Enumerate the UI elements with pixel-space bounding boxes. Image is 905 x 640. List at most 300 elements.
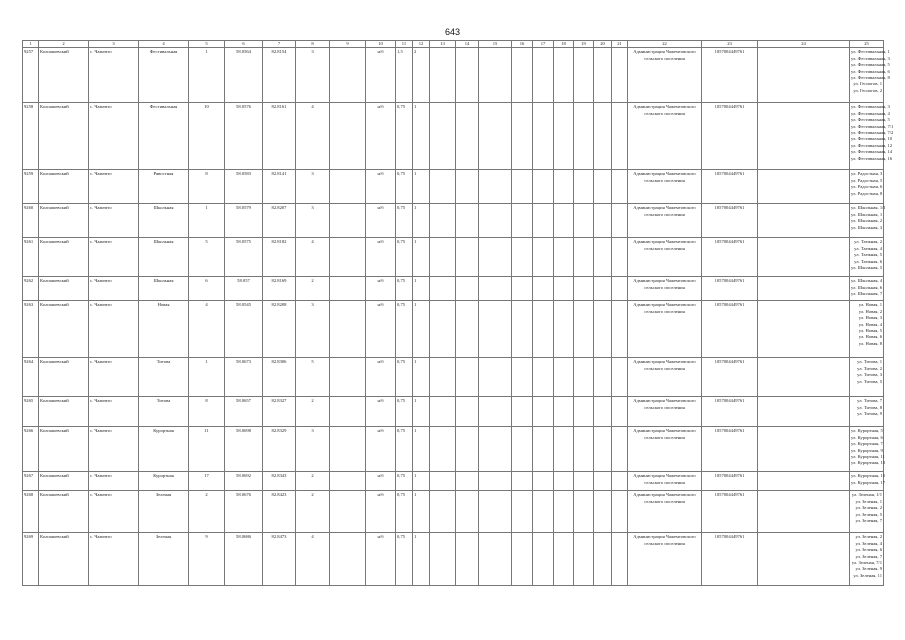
table-row	[23, 358, 884, 397]
empty-cell	[330, 204, 366, 238]
empty-cell	[554, 358, 574, 397]
house-cell: 1	[189, 204, 225, 238]
empty-cell	[479, 301, 512, 358]
address-line: ул. Таежная, 5	[854, 252, 882, 258]
register-body	[23, 48, 894, 586]
address-line: ул. Титова, 8	[857, 404, 882, 410]
empty-cell	[456, 238, 479, 277]
settlement-cell: с. Чажемто	[89, 204, 139, 238]
volume-cell: 0,75	[396, 472, 413, 491]
owner-cell: Администрация Чажемтовского сельского поселения	[628, 277, 702, 301]
address-line: ул. Титова, 3	[857, 372, 882, 378]
addresses-cell	[850, 103, 894, 170]
column-number: 7	[263, 41, 296, 48]
address-line: ул. Зеленая, 1/1	[851, 492, 882, 498]
column-number: 14	[456, 41, 479, 48]
empty-cell	[574, 533, 594, 586]
empty-cell	[330, 427, 366, 472]
empty-cell	[479, 170, 512, 204]
address-line: ул. Курортная, 13	[851, 460, 886, 466]
district-cell: Колпашевский	[39, 533, 89, 586]
empty-cell	[330, 472, 366, 491]
ogrn-cell: 1057004449761	[702, 358, 758, 397]
longitude-cell: 82.8154	[263, 48, 296, 103]
empty-cell	[330, 358, 366, 397]
empty-cell	[330, 397, 366, 427]
column-number: 24	[758, 41, 850, 48]
empty-cell	[430, 48, 456, 103]
latitude-cell: 58.0579	[225, 204, 263, 238]
owner-cell: Администрация Чажемтовского сельского поселения	[628, 48, 702, 103]
object-id: 9261	[23, 238, 39, 277]
type-cell: н/б	[366, 397, 396, 427]
owner-cell: Администрация Чажемтовского сельского поселения	[628, 491, 702, 533]
empty-cell	[456, 48, 479, 103]
empty-cell	[533, 238, 554, 277]
owner-cell: Администрация Чажемтовского сельского поселения	[628, 170, 702, 204]
empty-cell	[456, 204, 479, 238]
empty-cell	[594, 301, 612, 358]
empty-cell	[430, 204, 456, 238]
empty-cell	[594, 204, 612, 238]
type-cell: н/б	[366, 491, 396, 533]
street-cell: Фестивальная	[139, 48, 189, 103]
address-line: ул. Фестивальная, 6	[851, 68, 890, 74]
count-cell: 2	[296, 397, 330, 427]
house-cell: 4	[189, 301, 225, 358]
empty-cell	[479, 358, 512, 397]
volume-cell: 1,5	[396, 48, 413, 103]
empty-cell	[554, 397, 574, 427]
volume-cell: 0,75	[396, 277, 413, 301]
empty-cell	[456, 472, 479, 491]
empty-cell	[758, 103, 850, 170]
latitude-cell: 58.0545	[225, 301, 263, 358]
settlement-cell: с. Чажемто	[89, 397, 139, 427]
empty-cell	[554, 204, 574, 238]
volume-cell: 0,75	[396, 204, 413, 238]
empty-cell	[479, 48, 512, 103]
latitude-cell: 58.0673	[225, 358, 263, 397]
empty-cell	[533, 397, 554, 427]
empty-cell	[512, 472, 533, 491]
house-cell: 2	[189, 491, 225, 533]
address-line: ул. Школьная, 2	[851, 218, 883, 224]
empty-cell	[574, 103, 594, 170]
empty-cell	[479, 397, 512, 427]
empty-cell	[758, 358, 850, 397]
district-cell: Колпашевский	[39, 472, 89, 491]
column-number: 8	[296, 41, 330, 48]
empty-cell	[612, 170, 628, 204]
street-cell: Зеленая	[139, 533, 189, 586]
latitude-cell: 58.0564	[225, 48, 263, 103]
settlement-cell: с. Чажемто	[89, 533, 139, 586]
district-cell: Колпашевский	[39, 491, 89, 533]
column-number: 16	[512, 41, 533, 48]
object-id: 9259	[23, 170, 39, 204]
empty-cell	[512, 491, 533, 533]
object-id: 9267	[23, 472, 39, 491]
empty-cell	[533, 103, 554, 170]
count-cell: 5	[296, 358, 330, 397]
address-line: ул. Радостная, 5	[851, 177, 883, 183]
count-cell: 3	[296, 427, 330, 472]
empty-cell	[330, 277, 366, 301]
empty-cell	[612, 472, 628, 491]
owner-cell: Администрация Чажемтовского сельского поселения	[628, 204, 702, 238]
column-number: 23	[702, 41, 758, 48]
ogrn-cell: 1057004449761	[702, 491, 758, 533]
address-line: ул. Зеленая, 11	[853, 572, 882, 578]
count-cell: 3	[296, 48, 330, 103]
empty-cell	[512, 238, 533, 277]
column-number: 4	[139, 41, 189, 48]
street-cell: Титова	[139, 397, 189, 427]
object-id: 9266	[23, 427, 39, 472]
empty-cell	[574, 427, 594, 472]
longitude-cell: 82.8161	[263, 103, 296, 170]
type-cell: н/б	[366, 103, 396, 170]
addresses-cell	[850, 533, 884, 586]
settlement-cell: с. Чажемто	[89, 358, 139, 397]
address-line: ул. Курортная, 5	[851, 428, 883, 434]
district-cell: Колпашевский	[39, 103, 89, 170]
empty-cell	[512, 48, 533, 103]
volume-cell: 0,75	[396, 103, 413, 170]
empty-cell	[330, 491, 366, 533]
empty-cell	[479, 491, 512, 533]
ogrn-cell: 1057004449761	[702, 301, 758, 358]
empty-cell	[612, 238, 628, 277]
object-id: 9264	[23, 358, 39, 397]
empty-cell	[594, 491, 612, 533]
address-line: ул. Школьная, 1	[851, 211, 883, 217]
address-line: ул. Курортная, 9	[851, 447, 883, 453]
street-cell: Школьная	[139, 238, 189, 277]
empty-cell	[430, 491, 456, 533]
address-line: ул. Фестивальная, 5	[851, 62, 890, 68]
empty-cell	[512, 301, 533, 358]
address-line: ул. Школьная, 7	[851, 291, 883, 297]
count-cell: 3	[296, 204, 330, 238]
empty-cell	[594, 103, 612, 170]
latitude-cell: 58.0686	[225, 533, 263, 586]
owner-cell: Администрация Чажемтовского сельского поселения	[628, 472, 702, 491]
empty-cell	[533, 533, 554, 586]
longitude-cell: 82.8169	[263, 277, 296, 301]
latitude-cell: 58.0657	[225, 397, 263, 427]
latitude-cell: 58.0698	[225, 427, 263, 472]
ogrn-cell: 1057004449761	[702, 472, 758, 491]
address-line: ул. Фестивальная, 4	[851, 110, 890, 116]
address-line: ул. Новая, 1	[858, 302, 882, 308]
longitude-cell: 82.8182	[263, 238, 296, 277]
quantity-cell: 1	[413, 358, 430, 397]
empty-cell	[512, 397, 533, 427]
street-cell: Зеленая	[139, 491, 189, 533]
count-cell: 4	[296, 238, 330, 277]
empty-cell	[574, 397, 594, 427]
empty-cell	[430, 397, 456, 427]
latitude-cell: 58.057	[225, 277, 263, 301]
address-line: ул. Новая, 2	[858, 308, 882, 314]
address-line: ул. Зеленая, 5	[855, 511, 882, 517]
empty-cell	[574, 301, 594, 358]
address-line: ул. Новая, 3	[858, 315, 882, 321]
district-cell: Колпашевский	[39, 358, 89, 397]
ogrn-cell: 1057004449761	[702, 103, 758, 170]
address-line: ул. Фестивальная, 8	[851, 75, 890, 81]
settlement-cell: с. Чажемто	[89, 427, 139, 472]
house-cell: 5	[189, 238, 225, 277]
longitude-cell: 82.8207	[263, 204, 296, 238]
empty-cell	[612, 301, 628, 358]
volume-cell: 0,75	[396, 427, 413, 472]
empty-cell	[612, 427, 628, 472]
empty-cell	[430, 358, 456, 397]
empty-cell	[612, 103, 628, 170]
quantity-cell: 2	[413, 48, 430, 103]
longitude-cell: 82.8208	[263, 301, 296, 358]
type-cell: н/б	[366, 48, 396, 103]
empty-cell	[456, 358, 479, 397]
column-number: 13	[430, 41, 456, 48]
empty-cell	[456, 301, 479, 358]
owner-cell: Администрация Чажемтовского сельского поселения	[628, 397, 702, 427]
object-id: 9260	[23, 204, 39, 238]
empty-cell	[479, 103, 512, 170]
address-line: ул. Радостная, 6	[851, 184, 883, 190]
empty-cell	[574, 170, 594, 204]
district-cell: Колпашевский	[39, 301, 89, 358]
type-cell: н/б	[366, 358, 396, 397]
longitude-cell: 82.8141	[263, 170, 296, 204]
address-line: ул. Курортная, 11	[851, 454, 885, 460]
count-cell: 2	[296, 277, 330, 301]
type-cell: н/б	[366, 472, 396, 491]
table-row	[23, 472, 884, 491]
object-id: 9269	[23, 533, 39, 586]
quantity-cell: 1	[413, 301, 430, 358]
table-row	[23, 427, 884, 472]
type-cell: н/б	[366, 301, 396, 358]
empty-cell	[612, 358, 628, 397]
empty-cell	[594, 533, 612, 586]
type-cell: н/б	[366, 238, 396, 277]
empty-cell	[456, 397, 479, 427]
table-row	[23, 238, 884, 277]
empty-cell	[594, 48, 612, 103]
longitude-cell: 82.8306	[263, 358, 296, 397]
house-cell: 1	[189, 358, 225, 397]
empty-cell	[456, 277, 479, 301]
street-cell: Школьная	[139, 204, 189, 238]
empty-cell	[758, 427, 850, 472]
column-number: 5	[189, 41, 225, 48]
column-number: 10	[366, 41, 396, 48]
table-row	[23, 103, 884, 170]
empty-cell	[512, 204, 533, 238]
empty-cell	[612, 48, 628, 103]
object-id: 9265	[23, 397, 39, 427]
street-cell: Школьная	[139, 277, 189, 301]
street-cell: Курортная	[139, 472, 189, 491]
quantity-cell: 1	[413, 472, 430, 491]
address-line: ул. Новая, 8	[858, 340, 882, 346]
table-row	[23, 277, 884, 301]
table-row	[23, 301, 884, 358]
empty-cell	[330, 48, 366, 103]
object-id: 9257	[23, 48, 39, 103]
empty-cell	[533, 204, 554, 238]
empty-cell	[512, 277, 533, 301]
address-line: ул. Зеленая, 4	[855, 540, 882, 546]
empty-cell	[574, 277, 594, 301]
address-line: ул. Фестивальная, 3	[851, 55, 890, 61]
empty-cell	[554, 170, 574, 204]
address-line: ул. Школьная, 1/1	[851, 205, 886, 211]
volume-cell: 0,75	[396, 301, 413, 358]
owner-cell: Администрация Чажемтовского сельского поселения	[628, 301, 702, 358]
owner-cell: Администрация Чажемтовского сельского поселения	[628, 238, 702, 277]
house-cell: 6	[189, 277, 225, 301]
column-number: 12	[413, 41, 430, 48]
empty-cell	[533, 170, 554, 204]
addresses-cell	[850, 397, 884, 427]
empty-cell	[479, 472, 512, 491]
type-cell: н/б	[366, 533, 396, 586]
empty-cell	[554, 277, 574, 301]
empty-cell	[594, 427, 612, 472]
quantity-cell: 1	[413, 533, 430, 586]
address-line: ул. Радостная, 3	[851, 171, 883, 177]
addresses-cell	[850, 277, 884, 301]
addresses-cell	[850, 491, 884, 533]
empty-cell	[330, 238, 366, 277]
address-line: ул. Зеленая, 7	[855, 553, 882, 559]
empty-cell	[456, 170, 479, 204]
empty-cell	[330, 170, 366, 204]
empty-cell	[554, 491, 574, 533]
empty-cell	[554, 103, 574, 170]
address-line: ул. Фестивальная, 5	[851, 117, 890, 123]
empty-cell	[554, 238, 574, 277]
table-row	[23, 170, 884, 204]
address-line: ул. Зеленая, 6	[855, 547, 882, 553]
empty-cell	[758, 170, 850, 204]
address-line: ул. Таежная, 6	[854, 258, 882, 264]
latitude-cell: 58.0676	[225, 491, 263, 533]
address-line: ул. Титова, 1	[857, 359, 882, 365]
empty-cell	[758, 204, 850, 238]
empty-cell	[594, 238, 612, 277]
address-line: ул. Радостная, 8	[851, 190, 883, 196]
address-line: ул. Зеленая, 9	[855, 566, 882, 572]
column-number: 2	[39, 41, 89, 48]
ogrn-cell: 1057004449761	[702, 277, 758, 301]
ogrn-cell: 1057004449761	[702, 48, 758, 103]
quantity-cell: 1	[413, 397, 430, 427]
empty-cell	[574, 238, 594, 277]
table-row	[23, 204, 884, 238]
empty-cell	[512, 170, 533, 204]
address-line: ул. Школьная, 4	[851, 278, 883, 284]
column-number-row	[23, 41, 884, 48]
empty-cell	[574, 358, 594, 397]
quantity-cell: 1	[413, 170, 430, 204]
house-cell: 8	[189, 170, 225, 204]
owner-cell: Администрация Чажемтовского сельского поселения	[628, 427, 702, 472]
empty-cell	[758, 238, 850, 277]
settlement-cell: с. Чажемто	[89, 170, 139, 204]
count-cell: 4	[296, 533, 330, 586]
longitude-cell: 82.8343	[263, 472, 296, 491]
address-line: ул. Зеленая, 1	[855, 498, 882, 504]
empty-cell	[479, 427, 512, 472]
table-row	[23, 48, 884, 103]
house-cell: 11	[189, 427, 225, 472]
page-number: 643	[444, 27, 461, 37]
address-line: ул. Школьная, 5	[851, 265, 883, 271]
column-number: 3	[89, 41, 139, 48]
empty-cell	[533, 48, 554, 103]
empty-cell	[574, 48, 594, 103]
house-cell: 17	[189, 472, 225, 491]
address-line: ул. Титова, 2	[857, 365, 882, 371]
address-line: ул. Титова, 5	[857, 378, 882, 384]
column-number: 25	[850, 41, 884, 48]
empty-cell	[533, 358, 554, 397]
object-id: 9268	[23, 491, 39, 533]
addresses-cell	[850, 204, 884, 238]
house-cell: 1	[189, 48, 225, 103]
empty-cell	[479, 533, 512, 586]
empty-cell	[758, 472, 850, 491]
address-line: ул. Титова, 9	[857, 411, 882, 417]
district-cell: Колпашевский	[39, 277, 89, 301]
address-line: ул. Таежная, 2	[854, 239, 882, 245]
empty-cell	[512, 358, 533, 397]
empty-cell	[479, 238, 512, 277]
quantity-cell: 1	[413, 204, 430, 238]
column-number: 18	[554, 41, 574, 48]
district-cell: Колпашевский	[39, 48, 89, 103]
street-cell: Титова	[139, 358, 189, 397]
column-number: 1	[23, 41, 39, 48]
count-cell: 3	[296, 170, 330, 204]
empty-cell	[758, 277, 850, 301]
house-cell: 8	[189, 397, 225, 427]
volume-cell: 0,75	[396, 358, 413, 397]
empty-cell	[758, 491, 850, 533]
address-line: ул. Титова, 7	[857, 398, 882, 404]
type-cell: н/б	[366, 277, 396, 301]
settlement-cell: с. Чажемто	[89, 48, 139, 103]
house-cell: 10	[189, 103, 225, 170]
addresses-cell	[850, 472, 884, 491]
empty-cell	[574, 472, 594, 491]
addresses-cell	[850, 427, 884, 472]
address-line: ул. Фестивальная, 14	[851, 149, 893, 155]
empty-cell	[456, 533, 479, 586]
empty-cell	[456, 427, 479, 472]
longitude-cell: 82.8327	[263, 397, 296, 427]
ogrn-cell: 1057004449761	[702, 533, 758, 586]
empty-cell	[758, 301, 850, 358]
settlement-cell: с. Чажемто	[89, 238, 139, 277]
empty-cell	[430, 170, 456, 204]
